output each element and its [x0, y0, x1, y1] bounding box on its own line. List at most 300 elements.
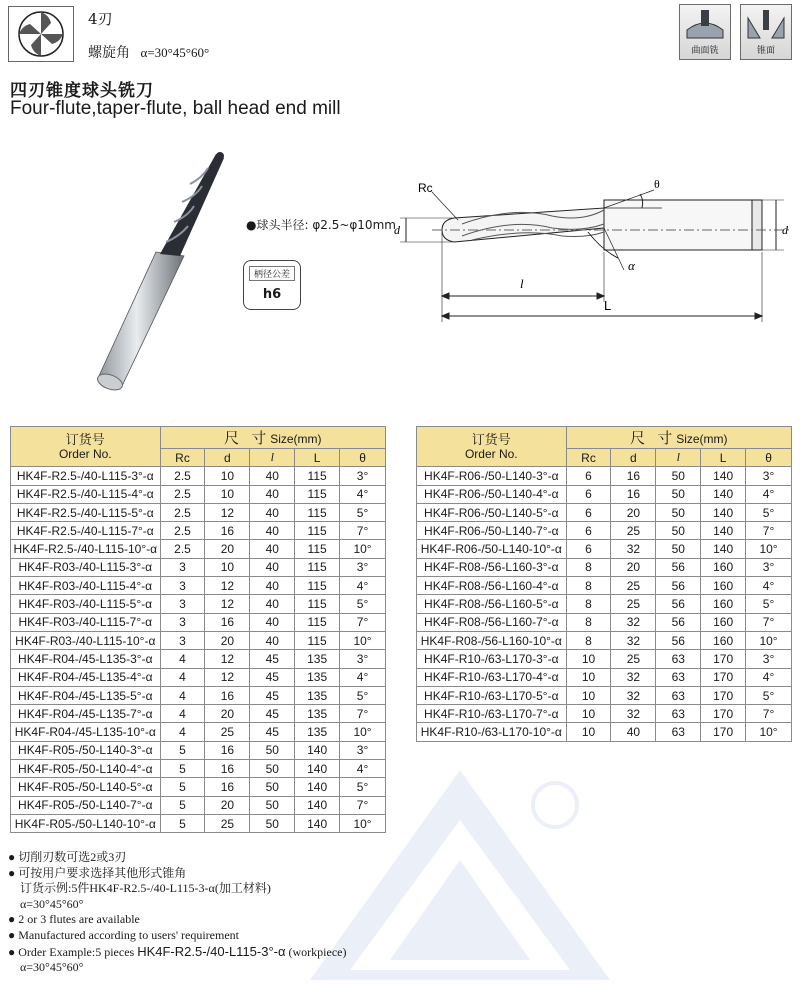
d-cell: 25 — [611, 595, 656, 613]
d-cell: 25 — [205, 723, 250, 741]
flute-length-cell: 50 — [250, 814, 295, 832]
theta-cell: 7° — [340, 796, 386, 814]
order-no-cell: HK4F-R08-/56-L160-3°-α — [417, 558, 567, 576]
note-cn-example: 订货示例:5件HK4F-R2.5-/40-L115-3-α(加工材料) — [20, 881, 271, 896]
col-overall-l: L — [701, 449, 746, 467]
application-curved-surface — [679, 4, 731, 60]
col-l: l — [250, 449, 295, 467]
theta-cell: 10° — [746, 540, 792, 558]
order-no-cell: HK4F-R2.5-/40-L115-4°-α — [11, 485, 161, 503]
theta-cell: 5° — [340, 686, 386, 704]
order-no-cell: HK4F-R05-/50-L140-5°-α — [11, 778, 161, 796]
rc-cell: 5 — [160, 760, 205, 778]
order-no-cell: HK4F-R08-/56-L160-10°-α — [417, 631, 567, 649]
rc-cell: 4 — [160, 686, 205, 704]
table-row — [11, 741, 386, 759]
table-row — [11, 503, 386, 521]
d-cell: 25 — [611, 522, 656, 540]
theta-cell: 10° — [340, 814, 386, 832]
theta-cell: 3° — [340, 741, 386, 759]
flute-length-cell: 40 — [250, 540, 295, 558]
order-no-cell: HK4F-R03-/40-L115-4°-α — [11, 577, 161, 595]
d-cell: 40 — [611, 723, 656, 741]
overall-length-cell: 115 — [295, 558, 340, 576]
order-table-left — [10, 426, 386, 833]
header-size-en: Size(mm) — [676, 432, 728, 446]
overall-length-cell: 160 — [701, 595, 746, 613]
note-en-example-prefix: ● Order Example:5 pieces — [8, 944, 135, 959]
order-no-cell: HK4F-R04-/45-L135-5°-α — [11, 686, 161, 704]
d-cell: 32 — [611, 668, 656, 686]
flute-length-cell: 50 — [250, 796, 295, 814]
note-en-alpha: α=30°45°60° — [20, 960, 84, 975]
order-no-cell: HK4F-R10-/63-L170-3°-α — [417, 650, 567, 668]
d-cell: 32 — [611, 540, 656, 558]
table-row — [11, 467, 386, 485]
d-cell: 12 — [205, 650, 250, 668]
flute-length-cell: 50 — [656, 522, 701, 540]
d-cell: 20 — [611, 503, 656, 521]
rc-cell: 10 — [566, 650, 611, 668]
theta-cell: 3° — [340, 558, 386, 576]
table-row — [11, 558, 386, 576]
header-size-cn: 尺 寸 — [224, 430, 271, 447]
flute-length-cell: 63 — [656, 686, 701, 704]
table-row — [11, 778, 386, 796]
overall-length-cell: 115 — [295, 485, 340, 503]
end-mill-product-image — [84, 150, 264, 400]
table-row — [417, 485, 792, 503]
rc-cell: 4 — [160, 723, 205, 741]
d-cell: 16 — [205, 778, 250, 796]
rc-cell: 3 — [160, 631, 205, 649]
header-size — [566, 427, 791, 449]
d-cell: 12 — [205, 668, 250, 686]
flute-length-cell: 56 — [656, 558, 701, 576]
table-row — [11, 631, 386, 649]
d-cell: 25 — [205, 814, 250, 832]
flute-length-cell: 63 — [656, 650, 701, 668]
rc-cell: 6 — [566, 540, 611, 558]
flute-length-cell: 50 — [250, 741, 295, 759]
d-cell: 16 — [611, 467, 656, 485]
theta-cell: 3° — [746, 650, 792, 668]
rc-cell: 10 — [566, 686, 611, 704]
rc-cell: 8 — [566, 613, 611, 631]
flute-length-cell: 45 — [250, 705, 295, 723]
table-row — [417, 467, 792, 485]
note-en-custom: ● Manufactured according to users' requirement — [8, 927, 239, 942]
overall-length-cell: 170 — [701, 686, 746, 704]
flute-length-cell: 50 — [656, 540, 701, 558]
shank-tolerance-label: 柄径公差 — [249, 266, 295, 281]
table-row — [11, 668, 386, 686]
col-theta: θ — [340, 449, 386, 467]
application-taper-surface — [740, 4, 792, 60]
order-no-cell: HK4F-R08-/56-L160-4°-α — [417, 577, 567, 595]
rc-cell: 5 — [160, 741, 205, 759]
order-no-cell: HK4F-R2.5-/40-L115-10°-α — [11, 540, 161, 558]
table-row — [417, 686, 792, 704]
shank-tolerance-box — [243, 260, 301, 310]
rc-cell: 3 — [160, 558, 205, 576]
flute-length-cell: 40 — [250, 485, 295, 503]
rc-cell: 8 — [566, 631, 611, 649]
rc-cell: 10 — [566, 668, 611, 686]
d-cell: 10 — [205, 558, 250, 576]
application-curved-surface-label: 曲面铣 — [691, 46, 719, 56]
note-cn-alpha: α=30°45°60° — [20, 896, 84, 911]
flute-length-cell: 40 — [250, 577, 295, 595]
d-cell: 12 — [205, 503, 250, 521]
overall-length-cell: 115 — [295, 540, 340, 558]
overall-length-cell: 170 — [701, 668, 746, 686]
overall-length-cell: 135 — [295, 723, 340, 741]
overall-length-cell: 140 — [701, 522, 746, 540]
col-theta: θ — [746, 449, 792, 467]
order-no-cell: HK4F-R03-/40-L115-3°-α — [11, 558, 161, 576]
overall-length-cell: 135 — [295, 705, 340, 723]
table-row — [11, 540, 386, 558]
table-row — [11, 796, 386, 814]
d-cell: 25 — [611, 577, 656, 595]
flute-cross-section-icon — [8, 6, 74, 62]
flute-length-cell: 63 — [656, 668, 701, 686]
flute-length-cell: 40 — [250, 467, 295, 485]
helix-angle-label: 螺旋角 — [88, 45, 130, 61]
table-row — [11, 613, 386, 631]
theta-cell: 10° — [746, 631, 792, 649]
label-d-right: d — [782, 223, 788, 237]
theta-cell: 5° — [746, 503, 792, 521]
theta-cell: 10° — [340, 631, 386, 649]
technical-drawing — [392, 170, 798, 330]
overall-length-cell: 140 — [295, 814, 340, 832]
flute-length-cell: 56 — [656, 613, 701, 631]
d-cell: 20 — [611, 558, 656, 576]
label-overall-length: L — [604, 298, 612, 313]
overall-length-cell: 115 — [295, 631, 340, 649]
col-overall-l: L — [295, 449, 340, 467]
theta-cell: 4° — [746, 577, 792, 595]
overall-length-cell: 140 — [701, 540, 746, 558]
table-row — [417, 540, 792, 558]
table-row — [11, 686, 386, 704]
flute-length-cell: 40 — [250, 522, 295, 540]
table-row — [11, 760, 386, 778]
rc-cell: 10 — [566, 705, 611, 723]
order-no-cell: HK4F-R10-/63-L170-7°-α — [417, 705, 567, 723]
header-order-cn: 订货号 — [471, 431, 511, 447]
theta-cell: 3° — [746, 467, 792, 485]
table-row — [11, 723, 386, 741]
header-size-cn: 尺 寸 — [630, 430, 677, 447]
order-no-cell: HK4F-R08-/56-L160-7°-α — [417, 613, 567, 631]
order-no-cell: HK4F-R03-/40-L115-5°-α — [11, 595, 161, 613]
order-no-cell: HK4F-R10-/63-L170-4°-α — [417, 668, 567, 686]
order-no-cell: HK4F-R05-/50-L140-4°-α — [11, 760, 161, 778]
header-order-no — [417, 427, 567, 467]
theta-cell: 4° — [340, 668, 386, 686]
d-cell: 32 — [611, 705, 656, 723]
overall-length-cell: 115 — [295, 595, 340, 613]
theta-cell: 7° — [340, 613, 386, 631]
table-row — [417, 558, 792, 576]
d-cell: 16 — [205, 760, 250, 778]
curved-surface-icon — [685, 8, 725, 42]
order-no-cell: HK4F-R06-/50-L140-10°-α — [417, 540, 567, 558]
ball-radius-spec: ●球头半径: φ2.5~φ10mm — [246, 218, 396, 232]
header-order-no — [11, 427, 161, 467]
flute-length-cell: 50 — [656, 503, 701, 521]
col-rc: Rc — [160, 449, 205, 467]
d-cell: 20 — [205, 540, 250, 558]
d-cell: 25 — [611, 650, 656, 668]
taper-surface-icon — [746, 8, 786, 42]
order-no-cell: HK4F-R08-/56-L160-5°-α — [417, 595, 567, 613]
flute-length-cell: 63 — [656, 723, 701, 741]
notes — [8, 850, 346, 976]
order-no-cell: HK4F-R05-/50-L140-3°-α — [11, 741, 161, 759]
order-no-cell: HK4F-R04-/45-L135-7°-α — [11, 705, 161, 723]
rc-cell: 3 — [160, 613, 205, 631]
d-cell: 16 — [205, 686, 250, 704]
flute-length-cell: 50 — [250, 778, 295, 796]
order-no-cell: HK4F-R04-/45-L135-3°-α — [11, 650, 161, 668]
overall-length-cell: 170 — [701, 650, 746, 668]
overall-length-cell: 135 — [295, 668, 340, 686]
d-cell: 16 — [205, 522, 250, 540]
application-taper-surface-label: 锥面 — [756, 46, 775, 56]
flute-length-cell: 50 — [656, 467, 701, 485]
theta-cell: 5° — [746, 595, 792, 613]
overall-length-cell: 115 — [295, 577, 340, 595]
table-row — [417, 705, 792, 723]
table-row — [417, 522, 792, 540]
d-cell: 10 — [205, 467, 250, 485]
flute-length-cell: 56 — [656, 631, 701, 649]
product-title-en: Four-flute,taper-flute, ball head end mill — [10, 98, 341, 119]
theta-cell: 3° — [340, 650, 386, 668]
note-en-example — [8, 944, 346, 961]
table-row — [417, 595, 792, 613]
note-cn-flutes: ● 切削刃数可选2或3刃 — [8, 850, 127, 864]
flute-length-cell: 50 — [250, 760, 295, 778]
table-row — [417, 631, 792, 649]
order-no-cell: HK4F-R10-/63-L170-5°-α — [417, 686, 567, 704]
header-size-en: Size(mm) — [270, 432, 322, 446]
order-no-cell: HK4F-R05-/50-L140-7°-α — [11, 796, 161, 814]
col-d: d — [205, 449, 250, 467]
flute-length-cell: 40 — [250, 558, 295, 576]
order-no-cell: HK4F-R03-/40-L115-7°-α — [11, 613, 161, 631]
flute-length-cell: 45 — [250, 686, 295, 704]
theta-cell: 5° — [340, 595, 386, 613]
header-order-en: Order No. — [58, 446, 112, 461]
rc-cell: 8 — [566, 577, 611, 595]
table-row — [11, 814, 386, 832]
theta-cell: 5° — [746, 686, 792, 704]
order-no-cell: HK4F-R04-/45-L135-10°-α — [11, 723, 161, 741]
rc-cell: 5 — [160, 778, 205, 796]
flute-length-cell: 40 — [250, 631, 295, 649]
overall-length-cell: 160 — [701, 631, 746, 649]
order-no-cell: HK4F-R06-/50-L140-3°-α — [417, 467, 567, 485]
theta-cell: 4° — [340, 485, 386, 503]
order-no-cell: HK4F-R2.5-/40-L115-7°-α — [11, 522, 161, 540]
rc-cell: 2.5 — [160, 540, 205, 558]
theta-cell: 7° — [746, 522, 792, 540]
d-cell: 12 — [205, 577, 250, 595]
rc-cell: 5 — [160, 796, 205, 814]
theta-cell: 4° — [340, 760, 386, 778]
overall-length-cell: 140 — [295, 741, 340, 759]
overall-length-cell: 135 — [295, 650, 340, 668]
order-no-cell: HK4F-R2.5-/40-L115-5°-α — [11, 503, 161, 521]
rc-cell: 5 — [160, 814, 205, 832]
rc-cell: 6 — [566, 467, 611, 485]
order-no-cell: HK4F-R06-/50-L140-5°-α — [417, 503, 567, 521]
flute-length-cell: 40 — [250, 503, 295, 521]
rc-cell: 2.5 — [160, 467, 205, 485]
overall-length-cell: 160 — [701, 558, 746, 576]
d-cell: 20 — [205, 796, 250, 814]
overall-length-cell: 140 — [295, 760, 340, 778]
theta-cell: 5° — [340, 503, 386, 521]
theta-cell: 5° — [340, 778, 386, 796]
rc-cell: 4 — [160, 668, 205, 686]
rc-cell: 4 — [160, 705, 205, 723]
overall-length-cell: 160 — [701, 577, 746, 595]
table-row — [417, 577, 792, 595]
label-theta: θ — [654, 177, 660, 191]
theta-cell: 4° — [340, 577, 386, 595]
overall-length-cell: 115 — [295, 467, 340, 485]
table-row — [417, 723, 792, 741]
order-no-cell: HK4F-R05-/50-L140-10°-α — [11, 814, 161, 832]
table-row — [11, 522, 386, 540]
overall-length-cell: 140 — [701, 503, 746, 521]
col-d: d — [611, 449, 656, 467]
rc-cell: 10 — [566, 723, 611, 741]
col-rc: Rc — [566, 449, 611, 467]
rc-cell: 6 — [566, 485, 611, 503]
d-cell: 20 — [205, 705, 250, 723]
label-alpha: α — [628, 258, 635, 273]
d-cell: 12 — [205, 595, 250, 613]
d-cell: 16 — [205, 741, 250, 759]
order-no-cell: HK4F-R10-/63-L170-10°-α — [417, 723, 567, 741]
rc-cell: 4 — [160, 650, 205, 668]
rc-cell: 2.5 — [160, 485, 205, 503]
overall-length-cell: 140 — [295, 796, 340, 814]
table-row — [11, 577, 386, 595]
label-d-left: d — [394, 223, 400, 237]
flute-length-cell: 40 — [250, 595, 295, 613]
overall-length-cell: 140 — [295, 778, 340, 796]
order-no-cell: HK4F-R04-/45-L135-4°-α — [11, 668, 161, 686]
table-row — [11, 650, 386, 668]
rc-cell: 8 — [566, 558, 611, 576]
theta-cell: 10° — [340, 723, 386, 741]
flute-count: 4刃 — [88, 10, 113, 28]
d-cell: 10 — [205, 485, 250, 503]
order-no-cell: HK4F-R06-/50-L140-7°-α — [417, 522, 567, 540]
table-row — [417, 650, 792, 668]
d-cell: 16 — [205, 613, 250, 631]
order-no-cell: HK4F-R2.5-/40-L115-3°-α — [11, 467, 161, 485]
note-cn-custom: ● 可按用户要求选择其他形式锥角 — [8, 865, 187, 880]
table-row — [417, 613, 792, 631]
rc-cell: 2.5 — [160, 522, 205, 540]
d-cell: 32 — [611, 631, 656, 649]
overall-length-cell: 115 — [295, 613, 340, 631]
label-flute-length: l — [520, 276, 524, 291]
shank-tolerance-value: h6 — [262, 287, 282, 302]
header-size — [160, 427, 385, 449]
overall-length-cell: 135 — [295, 686, 340, 704]
theta-cell: 7° — [340, 705, 386, 723]
helix-angle-values: α=30°45°60° — [140, 45, 210, 60]
d-cell: 32 — [611, 613, 656, 631]
col-l: l — [656, 449, 701, 467]
order-no-cell: HK4F-R03-/40-L115-10°-α — [11, 631, 161, 649]
table-row — [11, 595, 386, 613]
theta-cell: 7° — [746, 613, 792, 631]
order-no-cell: HK4F-R06-/50-L140-4°-α — [417, 485, 567, 503]
rc-cell: 6 — [566, 503, 611, 521]
flute-length-cell: 40 — [250, 613, 295, 631]
rc-cell: 6 — [566, 522, 611, 540]
rc-cell: 3 — [160, 595, 205, 613]
helix-angle — [88, 42, 209, 62]
theta-cell: 7° — [746, 705, 792, 723]
table-row — [417, 668, 792, 686]
d-cell: 20 — [205, 631, 250, 649]
theta-cell: 3° — [340, 467, 386, 485]
rc-cell: 8 — [566, 595, 611, 613]
flute-length-cell: 56 — [656, 595, 701, 613]
flute-length-cell: 45 — [250, 723, 295, 741]
order-table-right — [416, 426, 792, 742]
overall-length-cell: 160 — [701, 613, 746, 631]
theta-cell: 3° — [746, 558, 792, 576]
table-row — [417, 503, 792, 521]
d-cell: 32 — [611, 686, 656, 704]
note-en-example-code: HK4F-R2.5-/40-L115-3°-α — [137, 943, 286, 959]
flute-length-cell: 50 — [656, 485, 701, 503]
theta-cell: 10° — [746, 723, 792, 741]
product-title-cn: 四刃锥度球头铣刀 — [10, 81, 154, 101]
d-cell: 16 — [611, 485, 656, 503]
theta-cell: 10° — [340, 540, 386, 558]
flute-length-cell: 56 — [656, 577, 701, 595]
flute-length-cell: 45 — [250, 650, 295, 668]
overall-length-cell: 170 — [701, 723, 746, 741]
overall-length-cell: 140 — [701, 485, 746, 503]
theta-cell: 7° — [340, 522, 386, 540]
flute-length-cell: 45 — [250, 668, 295, 686]
overall-length-cell: 140 — [701, 467, 746, 485]
note-en-example-suffix: (workpiece) — [288, 944, 347, 959]
label-rc: Rc — [418, 181, 433, 195]
overall-length-cell: 170 — [701, 705, 746, 723]
rc-cell: 3 — [160, 577, 205, 595]
note-en-flutes: ● 2 or 3 flutes are available — [8, 912, 140, 927]
theta-cell: 4° — [746, 668, 792, 686]
table-row — [11, 705, 386, 723]
table-row — [11, 485, 386, 503]
